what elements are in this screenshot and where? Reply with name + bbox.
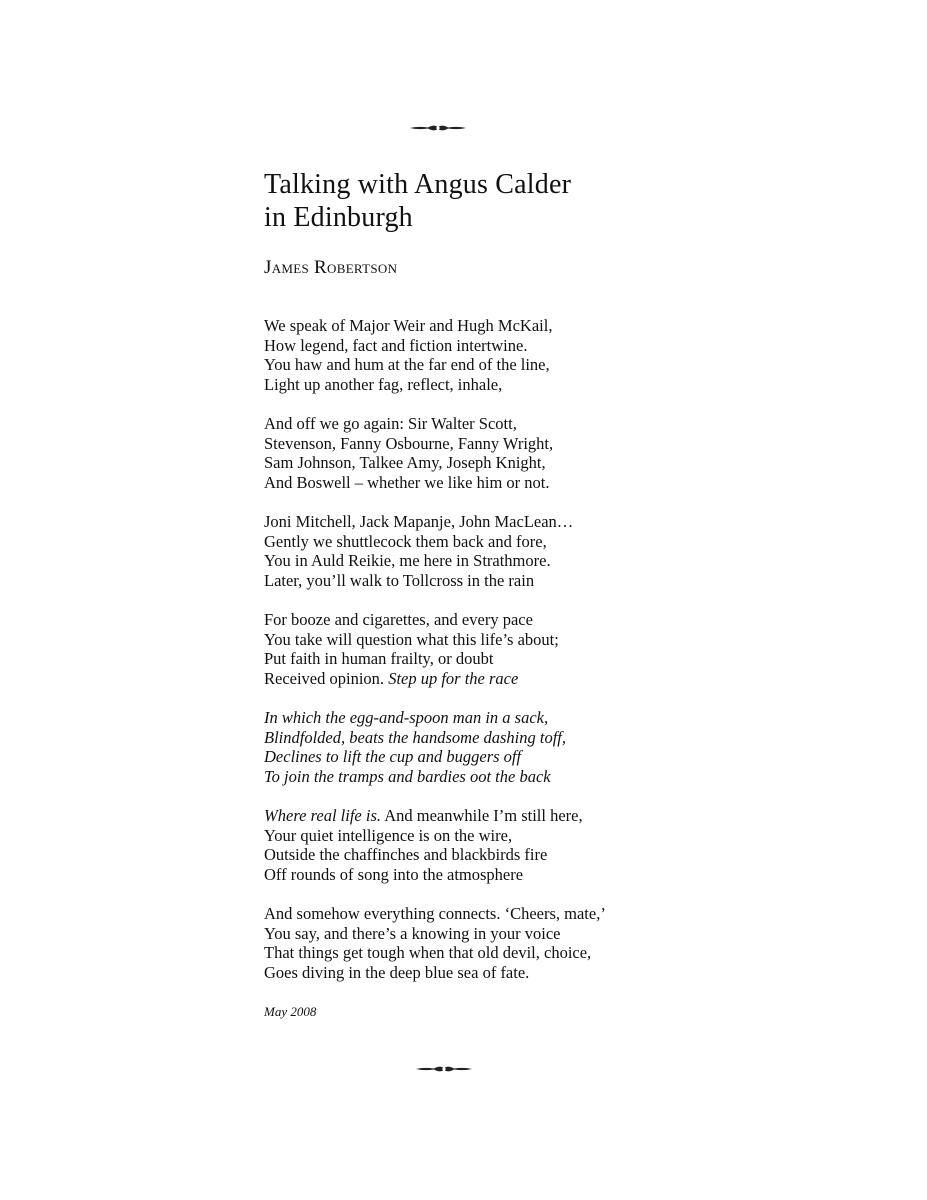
poem-line [264,375,704,395]
poem-line-segment: Light up another fag, reflect, inhale, [264,374,503,394]
poem-line [264,747,704,767]
stanza [264,512,704,590]
poem-line-segment: Sam Johnson, Talkee Amy, Joseph Knight, [264,453,546,472]
poem-line [264,336,704,356]
poem-title-line-1: Talking with Angus Calder [264,169,572,200]
poem-line [264,806,704,826]
poem-line [264,708,704,728]
poem-line [264,943,704,963]
poem-line-segment: You in Auld Reikie, me here in Strathmore. [264,551,551,570]
stanza [264,316,704,394]
stanza [264,414,704,492]
poem-line [264,904,704,924]
poem-line-segment: Where real life is. [264,806,381,825]
poem-line [264,355,704,375]
poem-line-segment: In which the egg-and-spoon man in a sack, [264,708,549,727]
poem-line [264,669,704,689]
poem-line [264,473,704,493]
poem-line [264,571,704,591]
poem-line-segment: Joni Mitchell, Jack Mapanje, John MacLean… [264,512,574,531]
poem-line-segment: Declines to lift the cup and buggers off [264,747,522,766]
poem-line [264,453,704,473]
poem-line-segment: Goes diving in the deep blue sea of fate. [264,962,530,982]
poem-line [264,610,704,630]
poem-title [264,168,704,234]
poem-line [264,963,704,983]
poem-line-segment: How legend, fact and fiction intertwine. [264,335,528,355]
poem-line-segment: Later, you’ll walk to Tollcross in the rain [264,570,535,590]
poem-title-line-2: in Edinburgh [264,202,413,233]
poem-line-segment: For booze and cigarettes, and every pace [264,610,533,629]
poem-line [264,767,704,787]
poem-line-segment: To join the tramps and bardies oot the back [264,766,551,786]
poem-line [264,865,704,885]
poem-line-segment: Stevenson, Fanny Osbourne, Fanny Wright, [264,433,554,453]
stanza [264,708,704,786]
poem-body [264,316,704,982]
poem-line [264,316,704,336]
stanza [264,806,704,884]
poem-line-segment: Blindfolded, beats the handsome dashing toff, [264,727,567,747]
poem-line-segment: And Boswell – whether we like him or not. [264,472,550,492]
poem-line-segment: That things get tough when that old devil, choice, [264,943,592,962]
poem-line-segment: You haw and hum at the far end of the line, [264,355,550,374]
poem-line-segment: Off rounds of song into the atmosphere [264,864,524,884]
poem-line [264,649,704,669]
poem-line-segment: Put faith in human frailty, or doubt [264,649,494,668]
poem-line [264,924,704,944]
poem-line [264,414,704,434]
poem-line [264,512,704,532]
fleuron-ornament-icon [414,1064,474,1074]
poem-line-segment: We speak of Major Weir and Hugh McKail, [264,316,553,335]
poem-line-segment: And somehow everything connects. ‘Cheers, mate,’ [264,904,606,923]
poem-line [264,826,704,846]
poem-line-segment: Step up for the race [388,668,519,688]
poem-line-segment: And meanwhile I’m still here, [381,806,583,825]
poem-line-segment: Outside the chaffinches and blackbirds fire [264,845,548,864]
poem-line [264,434,704,454]
poem-date: May 2008 [264,1004,317,1019]
stanza [264,904,704,982]
poem-line [264,532,704,552]
poem-page [264,168,704,1020]
poem-line-segment: And off we go again: Sir Walter Scott, [264,414,517,433]
poem-line [264,630,704,650]
author-name: James Robertson [264,257,398,278]
stanza [264,610,704,688]
poem-line-segment: Received opinion. [264,668,389,688]
poem-line-segment: Your quiet intelligence is on the wire, [264,825,513,845]
poem-line-segment: You say, and there’s a knowing in your voice [264,923,561,943]
poem-line-segment: You take will question what this life’s about; [264,629,559,649]
poem-line [264,728,704,748]
poem-line [264,845,704,865]
fleuron-ornament-icon [408,123,468,133]
poem-line [264,551,704,571]
poem-line-segment: Gently we shuttlecock them back and fore, [264,531,547,551]
